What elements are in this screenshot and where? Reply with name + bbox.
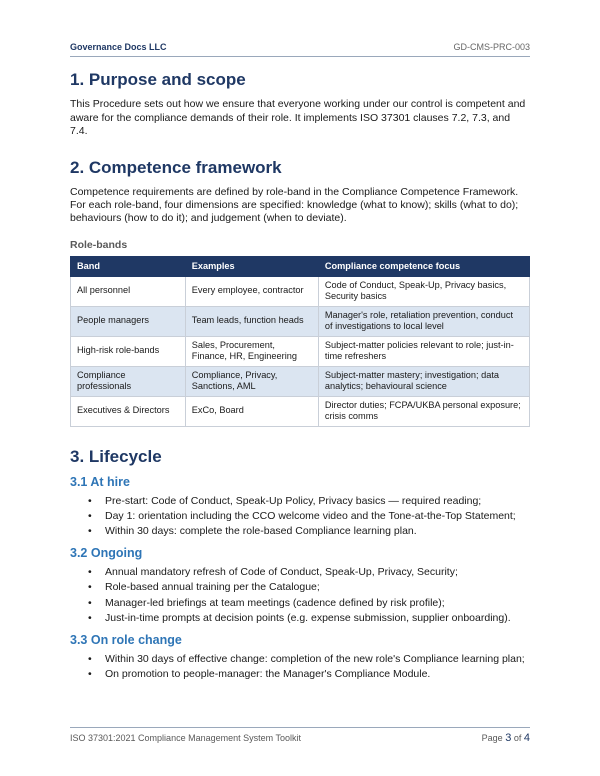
table-cell: Compliance professionals <box>71 366 186 396</box>
table-row <box>71 336 530 366</box>
list-item: • Just-in-time prompts at decision points (e.g. expense submission, supplier onboarding). <box>105 612 530 625</box>
table-cell: Code of Conduct, Speak-Up, Privacy basics, Security basics <box>318 276 529 306</box>
section-heading: 1. Purpose and scope <box>70 70 246 89</box>
table-cell: High-risk role-bands <box>71 336 186 366</box>
table-cell: All personnel <box>71 276 186 306</box>
section-lifecycle <box>70 447 530 682</box>
section-competence-framework <box>70 158 530 427</box>
subsection-heading: 3.1 At hire <box>70 474 130 489</box>
table-cell: Director duties; FCPA/UKBA personal exposure; crisis comms <box>318 396 529 426</box>
table-cell: Sales, Procurement, Finance, HR, Engineering <box>185 336 318 366</box>
table-title: Role-bands <box>70 238 128 251</box>
section-heading: 3. Lifecycle <box>70 446 162 466</box>
page-of-label: of <box>513 733 522 743</box>
table-cell: Executives & Directors <box>71 396 186 426</box>
table-cell: People managers <box>71 306 186 336</box>
column-header: Band <box>71 256 186 276</box>
list-item: • Within 30 days: complete the role-based Compliance learning plan. <box>105 525 530 538</box>
bullet-list <box>70 566 530 625</box>
table-row <box>71 396 530 426</box>
section-body: This Procedure sets out how we ensure that everyone working under our control is competent and aware for the compliance demands of their role. It implements ISO 37301 clauses 7.2, 7.3, and 7.4. <box>70 98 526 137</box>
bullet-list <box>70 495 530 538</box>
role-bands-table <box>70 256 530 427</box>
column-header: Compliance competence focus <box>318 256 529 276</box>
list-item: • Manager-led briefings at team meetings (cadence defined by risk profile); <box>105 597 530 610</box>
total-pages-number: 4 <box>523 732 530 744</box>
subsection-heading: 3.2 Ongoing <box>70 546 143 561</box>
page-content <box>70 66 530 689</box>
column-header: Examples <box>185 256 318 276</box>
bullet-list <box>70 653 530 681</box>
page-indicator <box>482 732 530 744</box>
list-item: • Pre-start: Code of Conduct, Speak-Up Policy, Privacy basics — required reading; <box>105 495 530 508</box>
page-header <box>70 34 530 57</box>
subsection-heading: 3.3 On role change <box>70 632 182 647</box>
table-row <box>71 306 530 336</box>
table-row <box>71 276 530 306</box>
list-item: • On promotion to people-manager: the Manager's Compliance Module. <box>105 668 530 681</box>
page-label: Page <box>481 733 503 743</box>
table-cell: Subject-matter policies relevant to role; just-in-time refreshers <box>318 336 529 366</box>
section-purpose <box>70 70 530 138</box>
document-id: GD-CMS-PRC-003 <box>453 42 530 52</box>
current-page-number: 3 <box>505 732 512 744</box>
table-cell: Every employee, contractor <box>185 276 318 306</box>
table-cell: Compliance, Privacy, Sanctions, AML <box>185 366 318 396</box>
list-item: • Day 1: orientation including the CCO welcome video and the Tone-at-the-Top Statement; <box>105 510 530 523</box>
table-cell: ExCo, Board <box>185 396 318 426</box>
list-item: • Role-based annual training per the Catalogue; <box>105 581 530 594</box>
page-footer <box>70 727 530 744</box>
table-row <box>71 366 530 396</box>
organization-name: Governance Docs LLC <box>70 42 167 52</box>
table-cell: Team leads, function heads <box>185 306 318 336</box>
table-header-row <box>71 256 530 276</box>
list-item: • Annual mandatory refresh of Code of Conduct, Speak-Up, Privacy, Security; <box>105 566 530 579</box>
footer-toolkit-name: ISO 37301:2021 Compliance Management System Toolkit <box>70 733 301 743</box>
table-cell: Subject-matter mastery; investigation; data analytics; behavioural science <box>318 366 529 396</box>
section-body: Competence requirements are defined by role-band in the Compliance Competence Framework. For each role-band, four dimensions are specified: knowledge (what to know); skills (what to do); behaviours (how to do it); and judgement (when to deviate). <box>70 186 519 225</box>
list-item: • Within 30 days of effective change: completion of the new role's Compliance learning plan; <box>105 653 530 666</box>
section-heading: 2. Competence framework <box>70 157 282 177</box>
table-cell: Manager's role, retaliation prevention, conduct of investigations to local level <box>318 306 529 336</box>
